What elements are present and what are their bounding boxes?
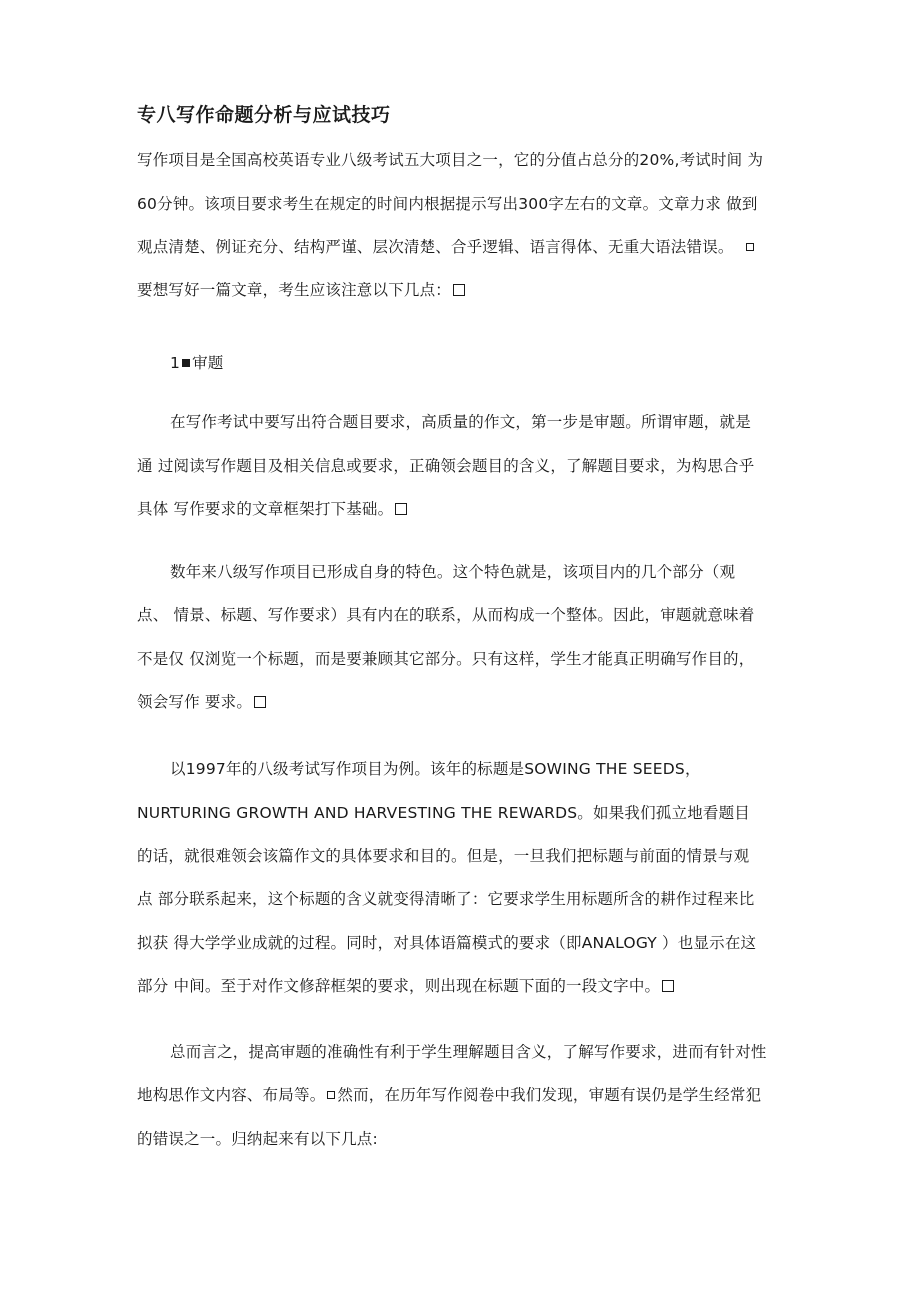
bullet-icon xyxy=(182,359,190,367)
para4-line-1: 总而言之，提高审题的准确性有利于学生理解题目含义，了解写作要求，进而有针对性 xyxy=(170,1043,767,1061)
intro-line-1: 写作项目是全国高校英语专业八级考试五大项目之一，它的分值占总分的20%,考试时间 为 xyxy=(137,151,764,169)
para2-line-1: 数年来八级写作项目已形成自身的特色。这个特色就是，该项目内的几个部分（观 xyxy=(170,563,736,581)
paragraph-mark-icon xyxy=(395,503,407,515)
section-heading: 1 审题 xyxy=(170,354,224,372)
paragraph-mark-icon xyxy=(254,696,266,708)
para3-line-4: 点 部分联系起来，这个标题的含义就变得清晰了：它要求学生用标题所含的耕作过程来比 xyxy=(137,890,755,908)
paragraph-mark-icon xyxy=(746,243,754,251)
intro-line-3: 观点清楚、例证充分、结构严谨、层次清楚、合乎逻辑、语言得体、无重大语法错误。 xyxy=(137,237,756,257)
paragraph-mark-icon xyxy=(662,980,674,992)
document-title: 专八写作命题分析与应试技巧 xyxy=(137,104,391,126)
para1-line-2: 通 过阅读写作题目及相关信息或要求，正确领会题目的含义，了解题目要求，为构思合乎 xyxy=(137,457,755,475)
paragraph-mark-icon xyxy=(453,284,465,296)
para2-line-4: 领会写作 要求。 xyxy=(137,692,266,712)
paragraph-mark-icon xyxy=(327,1091,335,1099)
para2-line-2: 点、 情景、标题、写作要求）具有内在的联系，从而构成一个整体。因此，审题就意味着 xyxy=(137,606,755,624)
para4-line-3: 的错误之一。归纳起来有以下几点: xyxy=(137,1130,378,1148)
para3-line-5: 拟获 得大学学业成就的过程。同时，对具体语篇模式的要求（即ANALOGY ）也显示在这 xyxy=(137,934,757,952)
para1-line-1: 在写作考试中要写出符合题目要求，高质量的作文，第一步是审题。所谓审题，就是 xyxy=(170,413,751,431)
para2-line-3: 不是仅 仅浏览一个标题，而是要兼顾其它部分。只有这样，学生才能真正明确写作目的， xyxy=(137,650,755,668)
para3-line-2: NURTURING GROWTH AND HARVESTING THE REWARDS。如果我们孤立地看题目 xyxy=(137,804,751,822)
intro-line-4: 要想写好一篇文章，考生应该注意以下几点： xyxy=(137,280,465,300)
intro-line-2: 60分钟。该项目要求考生在规定的时间内根据提示写出300字左右的文章。文章力求 做到 xyxy=(137,195,758,213)
para1-line-3: 具体 写作要求的文章框架打下基础。 xyxy=(137,499,407,519)
para4-line-2: 地构思作文内容、布局等。 然而，在历年写作阅卷中我们发现，审题有误仍是学生经常犯 xyxy=(137,1086,762,1104)
para3-line-6: 部分 中间。至于对作文修辞框架的要求，则出现在标题下面的一段文字中。 xyxy=(137,976,674,996)
para3-line-1: 以1997年的八级考试写作项目为例。该年的标题是SOWING THE SEEDS， xyxy=(170,760,701,778)
para3-line-3: 的话，就很难领会该篇作文的具体要求和目的。但是，一旦我们把标题与前面的情景与观 xyxy=(137,847,750,865)
